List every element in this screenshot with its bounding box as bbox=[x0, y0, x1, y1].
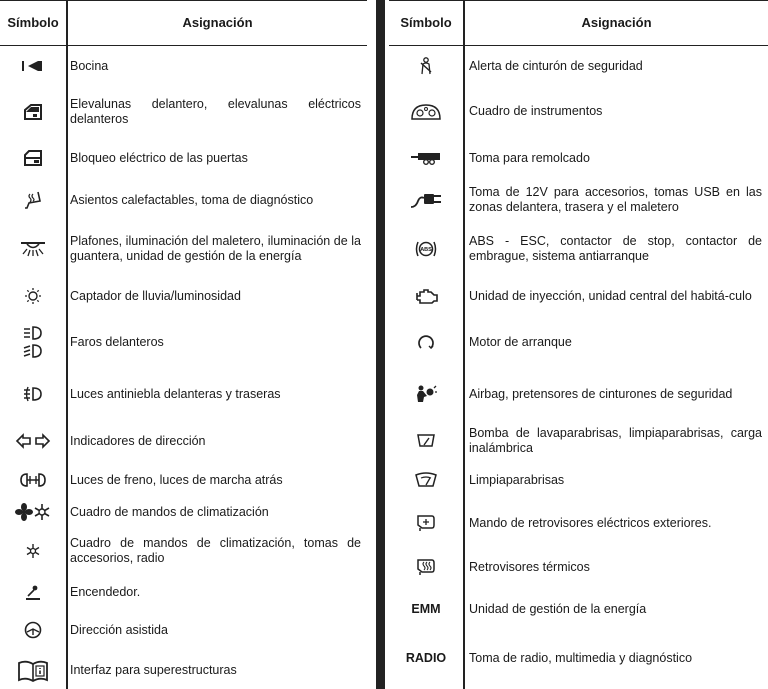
row-text: Encendedor. bbox=[70, 584, 141, 599]
table-row bbox=[389, 548, 768, 586]
fog-lights-icon bbox=[0, 368, 66, 420]
row-text: Interfaz para superestructuras bbox=[70, 663, 237, 677]
header-symbol: Símbolo bbox=[400, 15, 452, 30]
front-power-window-icon bbox=[0, 86, 66, 137]
row-text: Toma de radio, multimedia y diagnóstico bbox=[469, 650, 693, 665]
table-row bbox=[389, 221, 768, 276]
row-text: Dirección asistida bbox=[70, 622, 168, 637]
airbag-icon bbox=[389, 368, 463, 420]
table-row bbox=[0, 526, 367, 576]
row-text: Plafones, iluminación del maletero, iluminación de la guantera, unidad de gestión de la energía bbox=[70, 233, 361, 263]
row-text: Mando de retrovisores eléctricos exteriores. bbox=[469, 515, 712, 530]
row-text: Cuadro de mandos de climatización bbox=[70, 504, 269, 519]
instrument-cluster-icon bbox=[389, 86, 463, 137]
power-steering-icon bbox=[0, 608, 66, 652]
row-text: Bocina bbox=[70, 58, 109, 73]
table-row bbox=[389, 137, 768, 179]
table-row bbox=[389, 86, 768, 137]
brake-reverse-lights-icon bbox=[0, 462, 66, 498]
power-plug-icon bbox=[389, 179, 463, 221]
row-text: Bloqueo eléctrico de las puertas bbox=[70, 150, 248, 165]
table-row bbox=[0, 462, 367, 498]
row-text: Asientos calefactables, toma de diagnóstico bbox=[70, 192, 314, 207]
table-row bbox=[0, 179, 367, 221]
table-row bbox=[389, 179, 768, 221]
row-text: Captador de lluvia/luminosidad bbox=[70, 288, 241, 303]
table-row bbox=[389, 498, 768, 548]
turn-signals-icon bbox=[0, 420, 66, 462]
table-separator bbox=[376, 0, 385, 689]
table-row bbox=[0, 368, 367, 420]
door-lock-icon bbox=[0, 137, 66, 179]
row-text: Elevalunas delantero, elevalunas eléctricos delanteros bbox=[70, 96, 361, 126]
row-text: Indicadores de dirección bbox=[70, 433, 206, 448]
radio-label: RADIO bbox=[405, 651, 447, 665]
heated-seat-icon bbox=[0, 179, 66, 221]
engine-icon bbox=[389, 276, 463, 316]
table-row bbox=[0, 608, 367, 652]
row-text: Bomba de lavaparabrisas, limpiaparabrisas, carga inalámbrica bbox=[469, 426, 762, 455]
row-text: Unidad de inyección, unidad central del habitá-culo bbox=[469, 288, 752, 303]
mirror-adjust-icon bbox=[389, 498, 463, 548]
table-row bbox=[0, 221, 367, 276]
table-row bbox=[389, 420, 768, 462]
left-table-header bbox=[0, 0, 367, 46]
trailer-socket-icon bbox=[389, 137, 463, 179]
heated-mirror-icon bbox=[389, 548, 463, 586]
table-row bbox=[389, 46, 768, 86]
table-row bbox=[389, 368, 768, 420]
table-row bbox=[0, 46, 367, 86]
row-text: Airbag, pretensores de cinturones de seguridad bbox=[469, 386, 733, 401]
row-text: Retrovisores térmicos bbox=[469, 559, 590, 574]
emm-label: EMM bbox=[411, 602, 441, 616]
table-row bbox=[0, 420, 367, 462]
starter-motor-icon bbox=[389, 316, 463, 368]
header-assignment: Asignación bbox=[581, 15, 652, 30]
headlights-icon bbox=[0, 316, 66, 368]
right-table-header bbox=[389, 0, 768, 46]
row-text: Alerta de cinturón de seguridad bbox=[469, 58, 643, 73]
row-text: Cuadro de instrumentos bbox=[469, 104, 603, 118]
table-row bbox=[0, 652, 367, 689]
row-text: Cuadro de mandos de climatización, tomas de accesorios, radio bbox=[70, 536, 361, 565]
svg-text:ABS: ABS bbox=[420, 246, 432, 253]
table-row bbox=[0, 86, 367, 137]
row-text: Limpiaparabrisas bbox=[469, 472, 565, 487]
table-row bbox=[0, 498, 367, 526]
table-row bbox=[0, 576, 367, 608]
seatbelt-alert-icon bbox=[389, 46, 463, 86]
cigarette-lighter-icon bbox=[0, 576, 66, 608]
row-text: Unidad de gestión de la energía bbox=[469, 601, 647, 616]
header-symbol: Símbolo bbox=[7, 15, 59, 30]
row-text: Toma para remolcado bbox=[469, 150, 590, 165]
info-book-icon bbox=[0, 652, 66, 689]
row-text: Faros delanteros bbox=[70, 334, 164, 349]
table-row bbox=[389, 316, 768, 368]
snowflake-icon bbox=[0, 526, 66, 576]
climate-fan-icon bbox=[0, 498, 66, 526]
windshield-wiper-icon bbox=[389, 462, 463, 498]
table-row bbox=[0, 276, 367, 316]
row-text: Luces de freno, luces de marcha atrás bbox=[70, 472, 283, 487]
table-row bbox=[0, 316, 367, 368]
table-row bbox=[389, 632, 768, 684]
abs-icon bbox=[389, 221, 463, 276]
horn-icon bbox=[0, 46, 66, 86]
washer-pump-icon bbox=[389, 420, 463, 462]
rain-light-sensor-icon bbox=[0, 276, 66, 316]
row-text: ABS - ESC, contactor de stop, contactor de embrague, sistema antiarranque bbox=[469, 233, 762, 263]
row-text: Toma de 12V para accesorios, tomas USB en las zonas delantera, trasera y el maletero bbox=[469, 185, 762, 214]
table-row bbox=[389, 276, 768, 316]
row-text: Luces antiniebla delanteras y traseras bbox=[70, 386, 281, 401]
dome-light-icon bbox=[0, 221, 66, 276]
table-row bbox=[389, 462, 768, 498]
table-row bbox=[0, 137, 367, 179]
row-text: Motor de arranque bbox=[469, 334, 572, 349]
header-assignment: Asignación bbox=[182, 15, 253, 30]
table-row bbox=[389, 586, 768, 632]
